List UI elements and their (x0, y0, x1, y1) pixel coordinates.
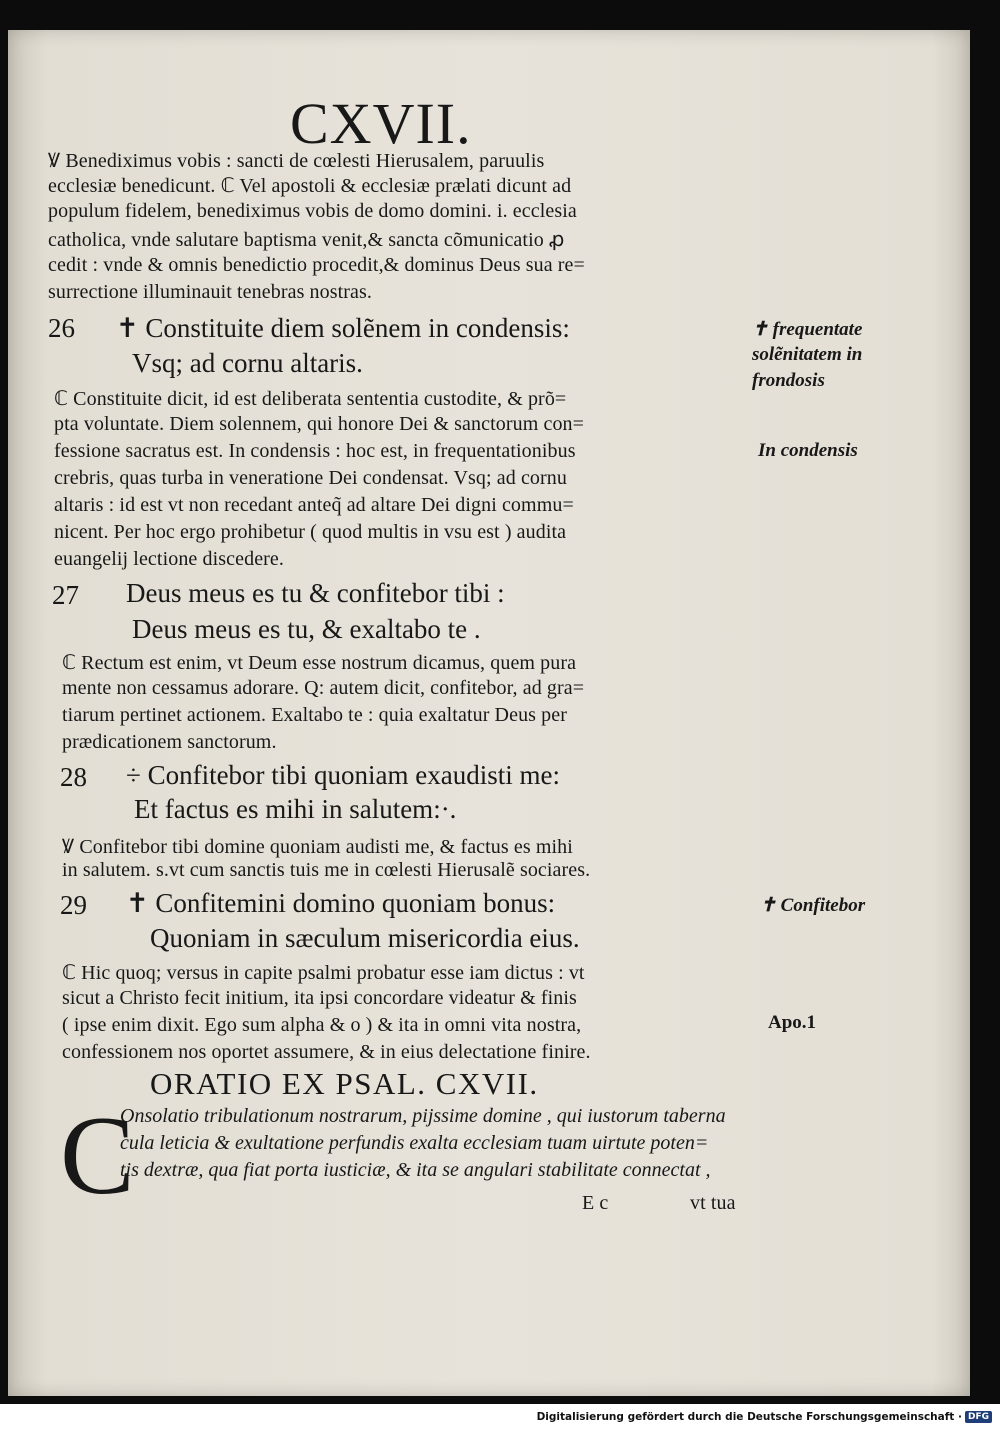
book-page (8, 30, 970, 1396)
verse-line: Quoniam in sæculum misericordia eius. (150, 923, 580, 953)
folio-number: CXVII. (290, 91, 472, 156)
margin-note: Apo.1 (768, 1012, 817, 1033)
body-line: fessione sacratus est. In condensis : hoc est, in frequentationibus (54, 440, 576, 462)
body-line: surrectione illuminauit tenebras nostras. (48, 281, 373, 303)
body-line: prædicationem sanctorum. (62, 731, 277, 753)
body-line: in salutem. s.vt cum sanctis tuis me in cœlesti Hierusalẽ sociares. (62, 859, 591, 881)
prayer-line: cula leticia & exultatione perfundis exalta ecclesiam tuam uirtute poten= (120, 1132, 709, 1154)
body-line: tiarum pertinet actionem. Exaltabo te : quia exaltatur Deus per (62, 704, 568, 726)
verse-line: Deus meus es tu & confitebor tibi : (126, 578, 505, 608)
body-line: euangelij lectione discedere. (54, 548, 285, 570)
verse-number: 28 (60, 762, 87, 792)
body-line: Ꝟ Benediximus vobis : sancti de cœlesti Hierusalem, paruulis (48, 150, 545, 172)
body-line: Ꝟ Confitebor tibi domine quoniam audisti me, & factus es mihi (62, 836, 573, 858)
verse-number: 27 (52, 580, 79, 610)
verse-line: Et factus es mihi in salutem:·. (134, 794, 457, 824)
body-line: pta voluntate. Diem solennem, qui honore Dei & sanctorum con= (54, 413, 585, 435)
verse-line: Deus meus es tu, & exaltabo te . (132, 614, 481, 644)
verse-line: ✝ Confitemini domino quoniam bonus: (126, 888, 556, 918)
catchword: vt tua (690, 1192, 736, 1214)
body-line: mente non cessamus adorare. Q: autem dicit, confitebor, ad gra= (62, 677, 585, 699)
body-line: nicent. Per hoc ergo prohibetur ( quod multis in vsu est ) audita (54, 521, 567, 543)
body-line: ecclesiæ benedicunt. ℂ Vel apostoli & ecclesiæ prælati dicunt ad (48, 175, 572, 197)
prayer-heading: ORATIO EX PSAL. CXVII. (150, 1066, 539, 1101)
body-line: catholica, vnde salutare baptisma venit,& sancta cõmunicatio ꝓ (48, 229, 565, 251)
prayer-line: Onsolatio tribulationum nostrarum, pijssime domine , qui iustorum taberna (120, 1105, 726, 1127)
margin-note: In condensis (758, 440, 858, 461)
digitization-credit (537, 1411, 992, 1423)
prayer-line: tis dextræ, qua fiat porta iusticiæ, & ita se angulari stabilitate connectat , (120, 1159, 711, 1181)
body-line: confessionem nos oportet assumere, & in eius delectatione finire. (62, 1041, 591, 1063)
dfg-logo: DFG (965, 1411, 992, 1423)
body-line: ℂ Hic quoq; versus in capite psalmi probatur esse iam dictus : vt (62, 962, 585, 984)
margin-note: frondosis (752, 370, 825, 391)
margin-note: solẽnitatem in (752, 344, 863, 365)
body-line: crebris, quas turba in veneratione Dei condensat. Vsq; ad cornu (54, 467, 567, 489)
body-line: altaris : id est vt non recedant anteq̃ ad altare Dei digni commu= (54, 494, 574, 516)
verse-line: ÷ Confitebor tibi quoniam exaudisti me: (126, 760, 561, 790)
body-line: populum fidelem, benediximus vobis de domo domini. i. ecclesia (48, 200, 577, 222)
credit-text: Digitalisierung gefördert durch die Deutsche Forschungsgemeinschaft · (536, 1411, 962, 1423)
verse-line: ✝ Constituite diem solẽnem in condensis: (116, 313, 570, 343)
body-line: ℂ Rectum est enim, vt Deum esse nostrum dicamus, quem pura (62, 652, 577, 674)
signature-mark: E c (582, 1192, 609, 1214)
margin-note: ✝ frequentate (752, 319, 863, 340)
margin-note: ✝ Confitebor (760, 895, 866, 916)
verse-line: Vsq; ad cornu altaris. (132, 348, 363, 378)
body-line: ℂ Constituite dicit, id est deliberata sententia custodite, & prõ= (54, 388, 567, 410)
drop-capital: C (60, 1094, 135, 1218)
body-line: cedit : vnde & omnis benedictio procedit,& dominus Deus sua re= (48, 254, 585, 276)
verse-number: 29 (60, 890, 87, 920)
body-line: ( ipse enim dixit. Ego sum alpha & o ) & ita in omni vita nostra, (62, 1014, 582, 1036)
body-line: sicut a Christo fecit initium, ita ipsi concordare videatur & finis (62, 987, 577, 1009)
verse-number: 26 (48, 313, 75, 343)
